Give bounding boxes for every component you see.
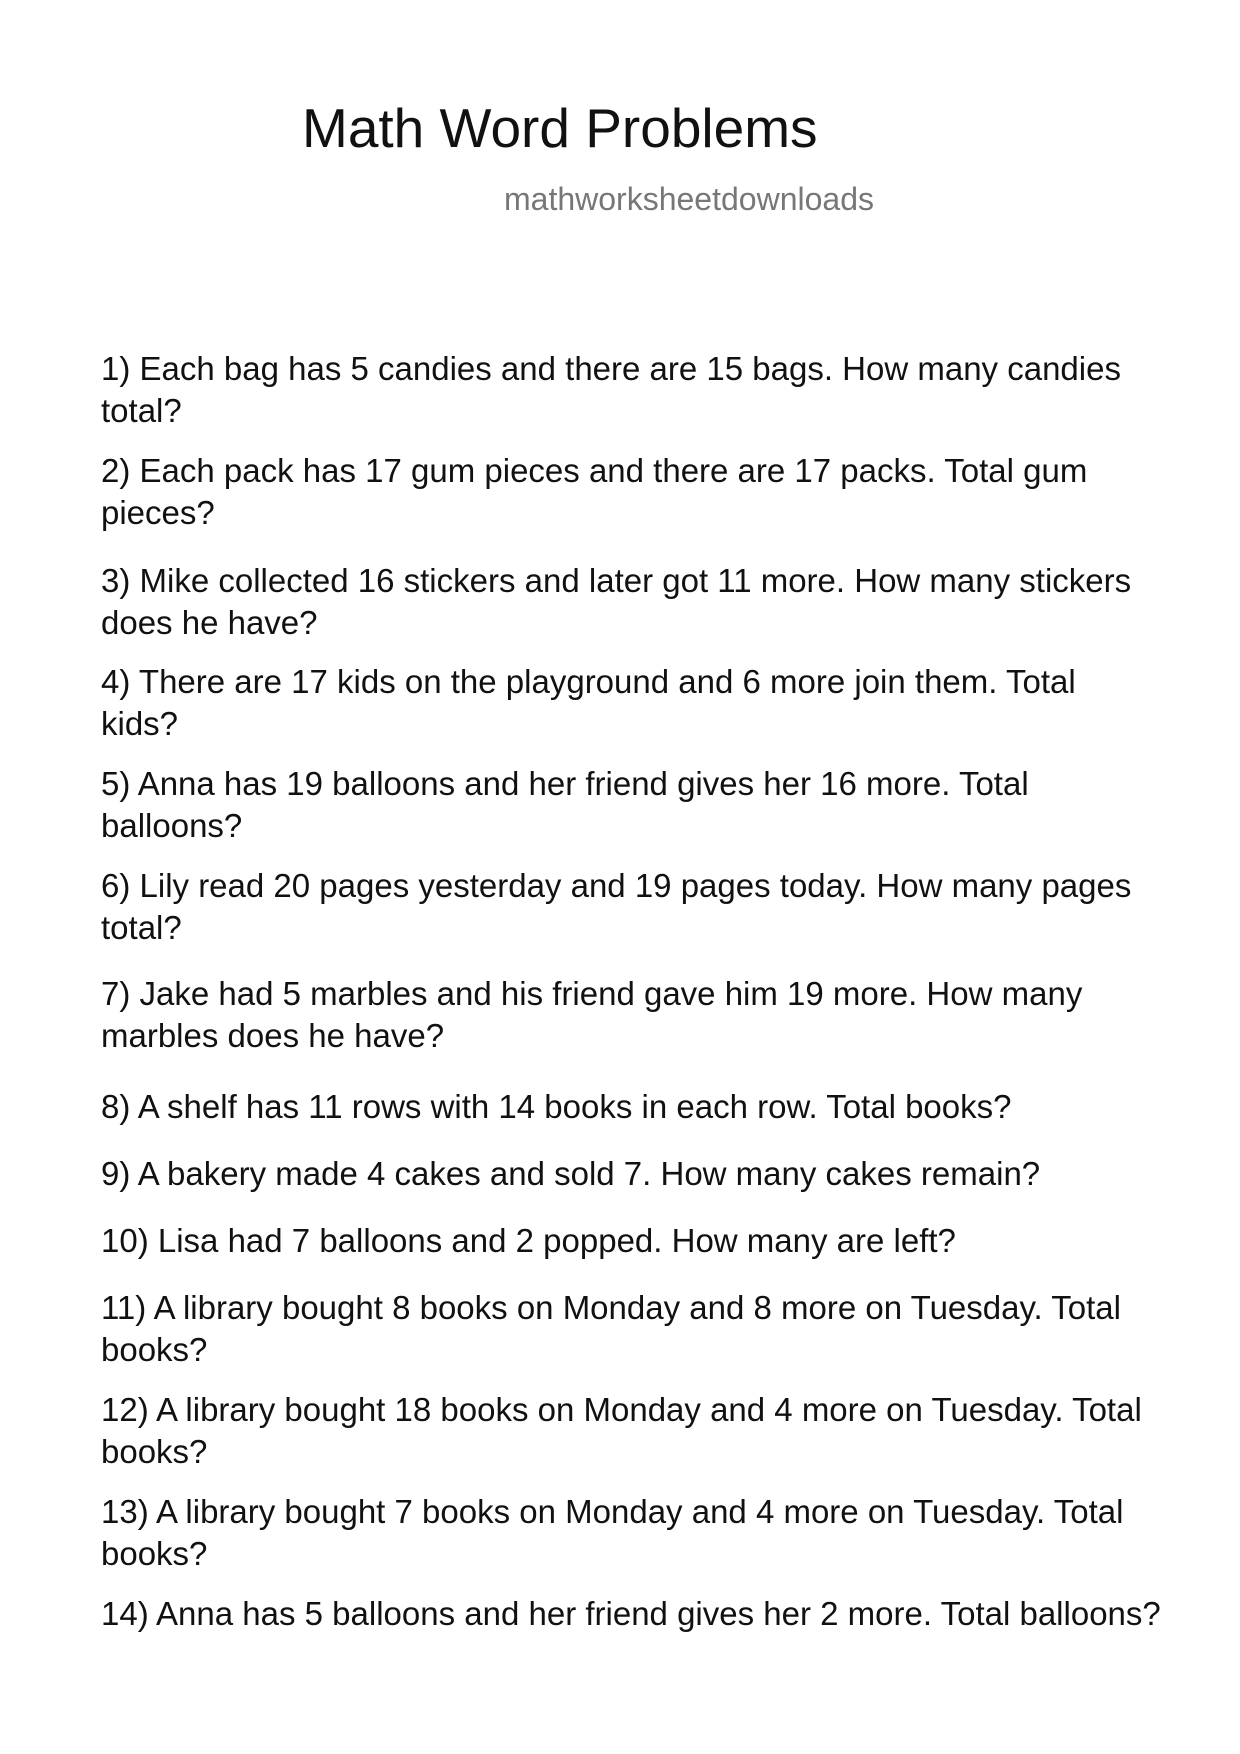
problem-14: 14) Anna has 5 balloons and her friend gives her 2 more. Total balloons?: [101, 1595, 1161, 1632]
problem-12: 12) A library bought 18 books on Monday and 4 more on Tuesday. Total books?: [101, 1391, 1142, 1470]
problem-3: 3) Mike collected 16 stickers and later got 11 more. How many stickers does he have?: [101, 562, 1132, 641]
problem-6: 6) Lily read 20 pages yesterday and 19 pages today. How many pages total?: [101, 867, 1132, 946]
problem-10: 10) Lisa had 7 balloons and 2 popped. How many are left?: [101, 1222, 956, 1259]
problem-2: 2) Each pack has 17 gum pieces and there are 17 packs. Total gum pieces?: [101, 452, 1088, 531]
problem-8: 8) A shelf has 11 rows with 14 books in each row. Total books?: [101, 1088, 1012, 1125]
problem-11: 11) A library bought 8 books on Monday and 8 more on Tuesday. Total books?: [101, 1289, 1121, 1368]
problem-7: 7) Jake had 5 marbles and his friend gave him 19 more. How many marbles does he have?: [101, 975, 1083, 1054]
problem-1: 1) Each bag has 5 candies and there are 15 bags. How many candies total?: [101, 350, 1121, 429]
problem-5: 5) Anna has 19 balloons and her friend gives her 16 more. Total balloons?: [101, 765, 1029, 844]
problem-13: 13) A library bought 7 books on Monday and 4 more on Tuesday. Total books?: [101, 1493, 1124, 1572]
problem-9: 9) A bakery made 4 cakes and sold 7. How many cakes remain?: [101, 1155, 1041, 1192]
problem-4: 4) There are 17 kids on the playground and 6 more join them. Total kids?: [101, 663, 1076, 742]
page-subtitle: mathworksheetdownloads: [504, 181, 874, 217]
page-title: Math Word Problems: [302, 97, 818, 159]
